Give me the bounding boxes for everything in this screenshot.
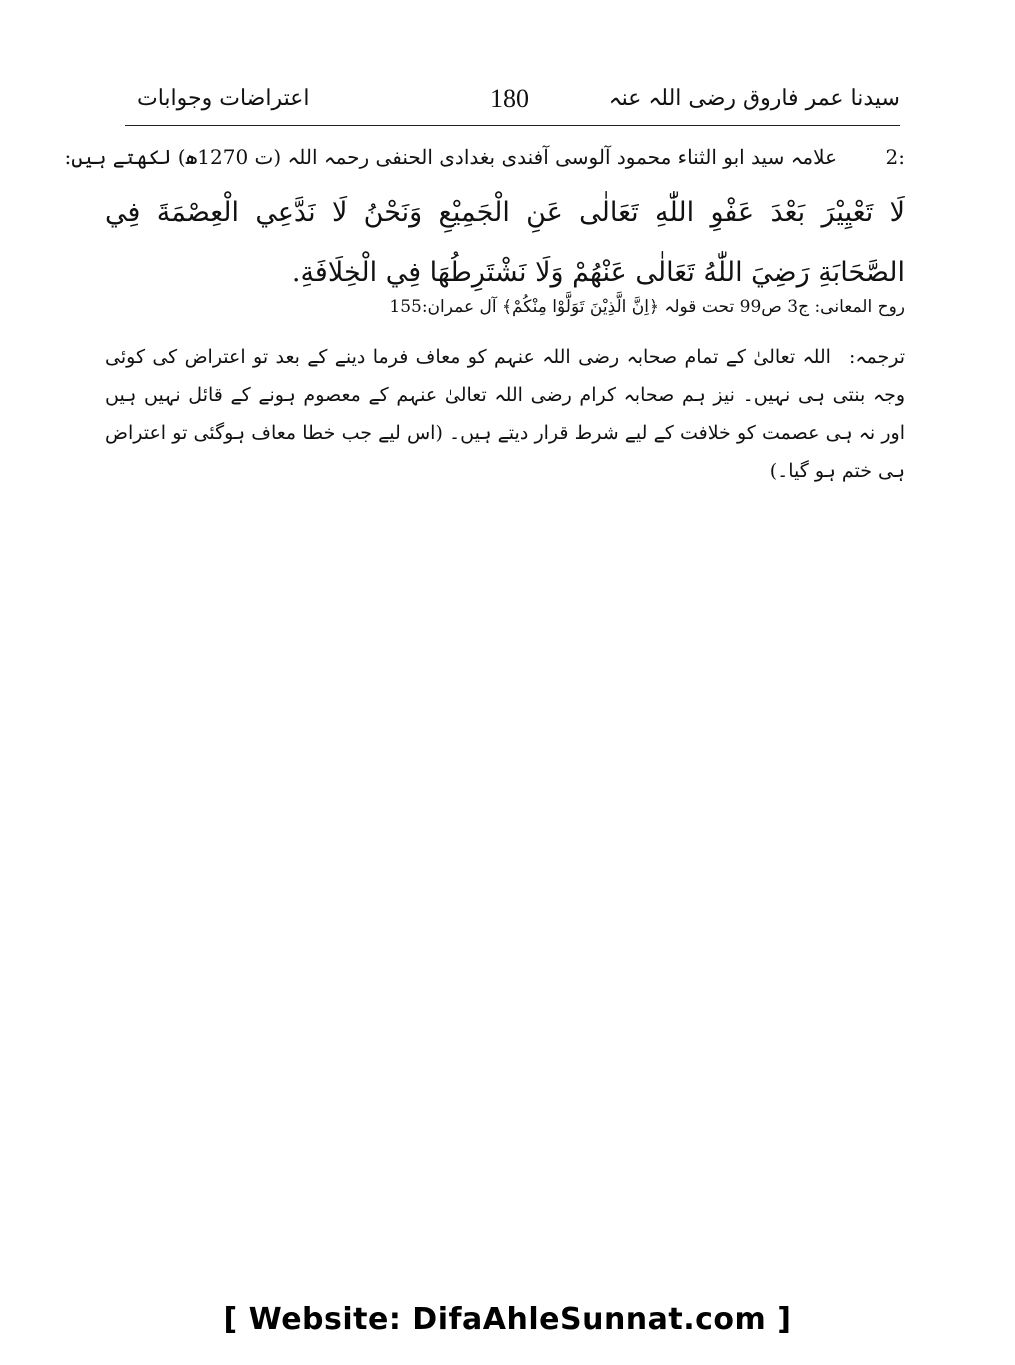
source-reference: روح المعانی: ج3 ص99 تحت قولہ ﴿اِنَّ الَّذِيْنَ تَوَلَّوْا مِنْكُمْ﴾ آل عمران:155 [389,297,905,317]
translation-paragraph [105,338,905,490]
item-intro-text: علامہ سید ابو الثناء محمود آلوسی آفندی بغدادی الحنفی رحمہ اللہ (ت 1270ھ) لکھتے ہیں: [64,145,837,169]
book-title: سیدنا عمر فاروق رضی اللہ عنہ [608,86,900,111]
item-intro-line [64,145,905,169]
chapter-title: اعتراضات وجوابات [137,86,310,111]
item-number: :2 [885,145,905,169]
header-divider [125,125,900,126]
translation-label: ترجمہ: [848,346,905,368]
page-number: 180 [490,84,529,113]
website-footer: [ Website: DifaAhleSunnat.com ] [223,1302,792,1337]
page-header [125,80,900,124]
arabic-quote: لَا تَعْيِيْرَ بَعْدَ عَفْوِ اللّٰهِ تَعَالٰى عَنِ الْجَمِيْعِ وَنَحْنُ لَا نَدَّعِي الْعِصْمَةَ فِي الصَّحَابَةِ رَضِيَ اللّٰهُ تَعَالٰى عَنْهُمْ وَلَا نَشْتَرِطُهَا فِي الْخِلَافَةِ. [105,197,905,288]
translation-text: اللہ تعالیٰ کے تمام صحابہ رضی اللہ عنہم کو معاف فرما دینے کے بعد تو اعتراض کی کوئی وجہ بنتی ہی نہیں۔ نیز ہم صحابہ کرام رضی اللہ تعالیٰ عنہم کے معصوم ہونے کے قائل نہیں ہیں اور نہ ہی عصمت کو خلافت کے لیے شرط قرار دیتے ہیں۔ (اس لیے جب خطا معاف ہوگئی تو اعتراض ہی ختم ہو گیا۔) [105,346,905,482]
